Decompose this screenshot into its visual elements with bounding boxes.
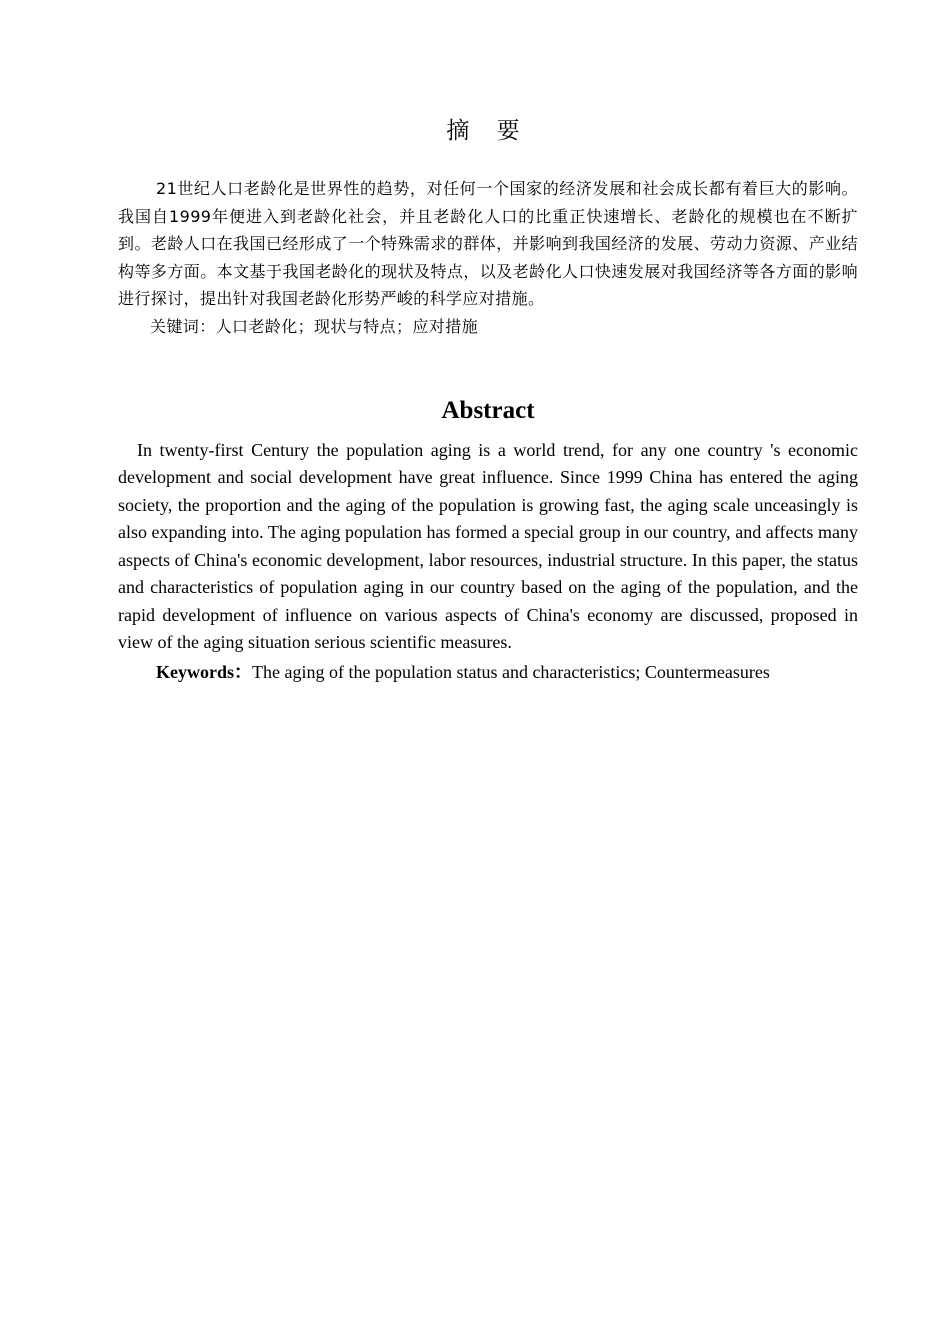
chinese-abstract-body: 21世纪人口老龄化是世界性的趋势，对任何一个国家的经济发展和社会成长都有着巨大的影响。我国自1999年便进入到老龄化社会，并且老龄化人口的比重正快速增长、老龄化的规模也在不断扩到。老龄人口在我国已经形成了一个特殊需求的群体，并影响到我国经济的发展、劳动力资源、产业结构等多方面。本文基于我国老龄化的现状及特点，以及老龄化人口快速发展对我国经济等各方面的影响进行探讨，提出针对我国老龄化形势严峻的科学应对措施。: [118, 179, 858, 309]
english-keywords-line: [118, 659, 858, 687]
english-abstract-body: In twenty-first Century the population aging is a world trend, for any one country 's economic development and social development have great influence. Since 1999 China has entered the aging society, the proportion and the aging of the population is growing fast, the aging scale unceasingly is also expanding into. The aging population has formed a special group in our country, and affects many aspects of China's economic development, labor resources, industrial structure. In this paper, the status and characteristics of population aging in our country based on the aging of the population, and the rapid development of influence on various aspects of China's economy are discussed, proposed in view of the aging situation serious scientific measures.: [118, 439, 858, 653]
chinese-keywords-label: 关键词：: [150, 316, 216, 336]
english-abstract-title: Abstract: [441, 396, 535, 424]
chinese-keywords-text: 人口老龄化；现状与特点；应对措施: [215, 316, 479, 336]
chinese-abstract-title: 摘 要: [446, 118, 530, 144]
abstract-content: [118, 112, 858, 686]
chinese-keywords-line: [118, 313, 858, 341]
english-keywords-label: Keywords：: [156, 661, 252, 682]
english-keywords-text: The aging of the population status and characteristics; Countermeasures: [252, 661, 770, 682]
